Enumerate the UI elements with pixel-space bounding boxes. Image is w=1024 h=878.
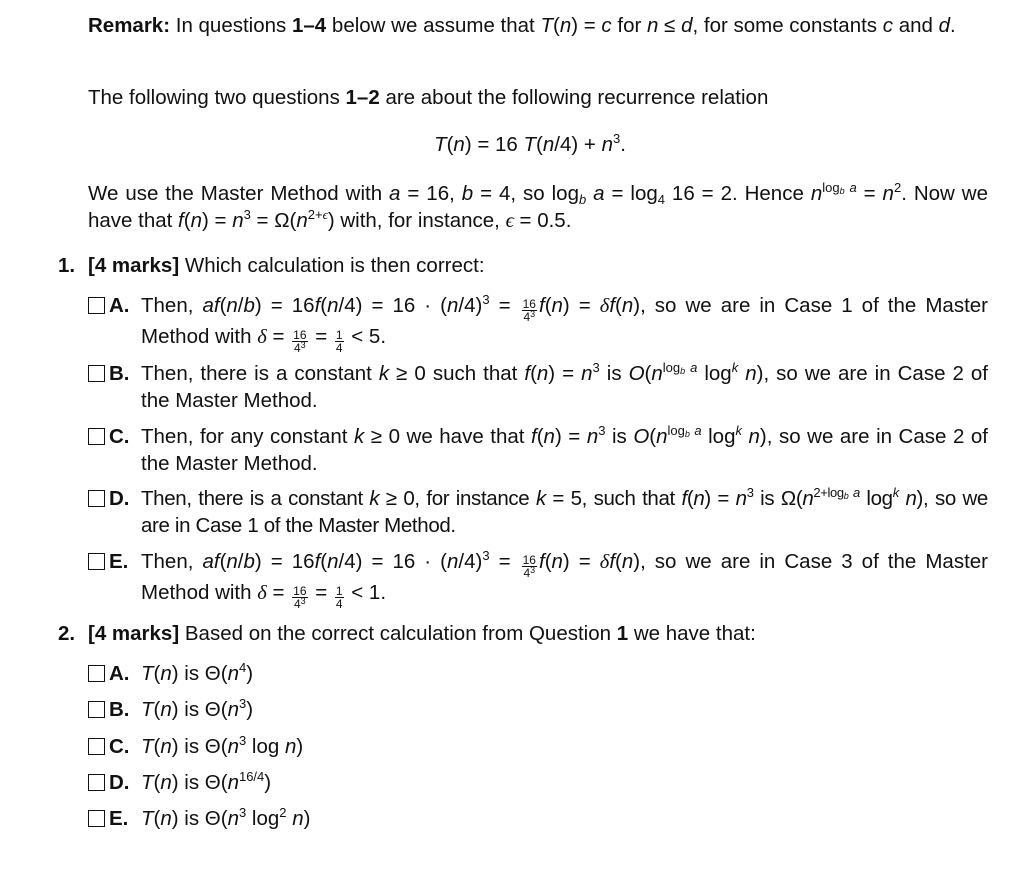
question-1-heading: 1. [4 marks] Which calculation is then correct: — [58, 254, 485, 277]
question-2-marks: [4 marks] — [88, 622, 180, 645]
q1-option-b-text: Then, there is a constant k ≥ 0 such that $f(n) = n^3$ is $O(n^{log_b a}$ $\log^k n$), so we are in Case 2 of the Master Method. — [141, 360, 989, 412]
q1-option-e-text: Then, $af(n/b) = 16f(n/4) = 16 \cdot (n/4)^3$ = $\frac{16}{4^3}$ f(n) = δf(n), so we are in Case 3 of the Master Method with δ = $\frac{16}{4^3}$ = $\frac{1}{4}$ < 1. — [141, 548, 988, 611]
q1-option-c[interactable]: C. Then, for any constant k ≥ 0 we have that $f(n) = n^3$ is $O(n^{log_b a}$ $\log^k n$), so we are in Case 2 of the Master Method. — [88, 423, 988, 477]
q2-option-b-text: T(n) is $\Theta(n^3)$ — [141, 696, 254, 721]
question-1-marks: [4 marks] — [88, 254, 180, 277]
q2-option-c[interactable]: C. T(n) is $\Theta(n^3$ log n) — [88, 733, 988, 760]
q1-option-c-checkbox[interactable] — [88, 428, 105, 445]
q2-option-d[interactable]: D. T(n) is $\Theta(n^{16/4})$ — [88, 769, 988, 796]
q1-option-b-checkbox[interactable] — [88, 365, 105, 382]
remark-paragraph: Remark: In questions 1–4 below we assume that T(n) = c for n ≤ d, for some constants c and d. — [88, 14, 956, 37]
intro-paragraph: The following two questions 1–2 are about the following recurrence relation — [88, 86, 769, 109]
q1-option-d-checkbox[interactable] — [88, 490, 105, 507]
recurrence-formula: T(n) = 16 $T(n/4) + n^3$. — [434, 131, 626, 156]
q1-option-a[interactable]: A. Then, $af(n/b) = 16f(n/4) = 16 \cdot (n/4)^3$ = $\frac{16}{4^3}$ f(n) = δf(n), so we are in Case 1 of the Master Method with δ = $\frac{16}{4^3}$ = $\frac{1}{4}$ < 5. — [88, 292, 988, 354]
q2-option-d-checkbox[interactable] — [88, 774, 105, 791]
q2-option-b-checkbox[interactable] — [88, 701, 105, 718]
q2-option-e-checkbox[interactable] — [88, 810, 105, 827]
q2-option-d-text: T(n) is $\Theta(n^{16/4})$ — [141, 769, 272, 794]
question-2-heading: 2. [4 marks] Based on the correct calculation from Question 1 we have that: — [58, 622, 756, 645]
q2-option-a[interactable]: A. T(n) is $\Theta(n^4)$ — [88, 660, 988, 687]
q2-option-c-text: T(n) is $\Theta(n^3$ log n) — [141, 733, 304, 758]
formula-params: a = 16, b = 4, so $\log_b a = \log_4 16 = 2$. Hence $n^{log_b a} = n^2$ — [389, 180, 902, 207]
q2-option-b[interactable]: B. T(n) is $\Theta(n^3)$ — [88, 696, 988, 723]
q2-option-c-checkbox[interactable] — [88, 738, 105, 755]
formula-f-omega: $f(n) = n^3 = \Omega(n^{2+\epsilon})$ — [178, 207, 335, 232]
q1-option-c-text: Then, for any constant k ≥ 0 we have that $f(n) = n^3$ is $O(n^{log_b a}$ $\log^k n$), so we are in Case 2 of the Master Method. — [141, 423, 988, 475]
remark-label: Remark: — [88, 14, 171, 37]
formula-epsilon: ϵ = 0.5. — [505, 209, 572, 232]
q1-option-b[interactable]: B. Then, there is a constant k ≥ 0 such that $f(n) = n^3$ is $O(n^{log_b a}$ $\log^k n$), so we are in Case 2 of the Master Method. — [88, 360, 988, 414]
q2-option-a-checkbox[interactable] — [88, 665, 105, 682]
q1-option-d-text: Then, there is a constant k ≥ 0, for instance k = 5, such that $f(n) = n^3$ is $\Omega(n^{2+log_b a}$ $\log^k n$), so we are in Case 1 of the Master Method. — [141, 485, 988, 537]
q2-option-e[interactable]: E. T(n) is $\Theta(n^3$ $\log^2 n$) — [88, 805, 988, 832]
q2-option-e-text: T(n) is $\Theta(n^3$ $\log^2 n$) — [141, 805, 311, 830]
formula-base-case: T(n) = c for n ≤ d, — [540, 14, 699, 37]
master-method-paragraph: We use the Master Method with a = 16, b = 4, so $\log_b a = \log_4 16 = 2$. Hence $n^{log_b a} = n^2$. Now we have that $f(n) = n^3 = \Omega(n^{2+\epsilon})$ with, for instance, ϵ = 0.5. — [88, 180, 988, 232]
q1-option-a-checkbox[interactable] — [88, 297, 105, 314]
q1-option-e[interactable]: E. Then, $af(n/b) = 16f(n/4) = 16 \cdot (n/4)^3$ = $\frac{16}{4^3}$ f(n) = δf(n), so we are in Case 3 of the Master Method with δ = $\frac{16}{4^3}$ = $\frac{1}{4}$ < 1. — [88, 548, 988, 610]
q1-option-e-checkbox[interactable] — [88, 553, 105, 570]
q2-option-a-text: T(n) is $\Theta(n^4)$ — [141, 660, 254, 685]
q1-option-d[interactable]: D. Then, there is a constant k ≥ 0, for instance k = 5, such that $f(n) = n^3$ is $\Omega(n^{2+log_b a}$ $\log^k n$), so we are in Case 1 of the Master Method. — [88, 485, 988, 539]
q1-option-a-text: Then, $af(n/b) = 16f(n/4) = 16 \cdot (n/4)^3$ = $\frac{16}{4^3}$ f(n) = δf(n), so we are in Case 1 of the Master Method with δ = $\frac{16}{4^3}$ = $\frac{1}{4}$ < 5. — [141, 292, 988, 355]
